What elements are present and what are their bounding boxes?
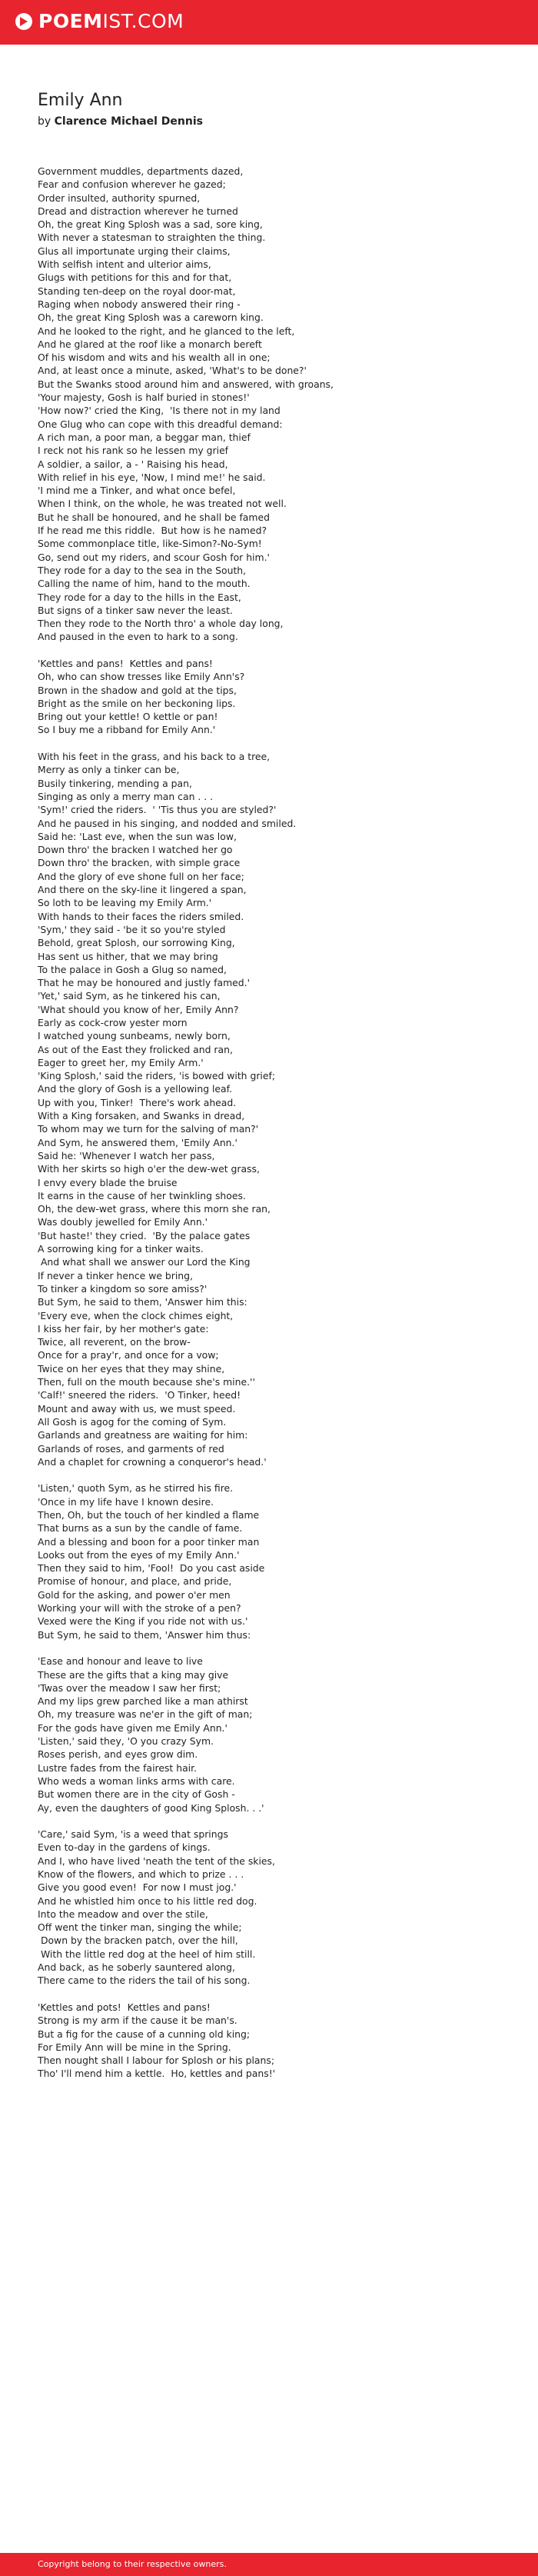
poem-line: Ay, even the daughters of good King Splosh. . .' [38, 1801, 264, 1814]
poem-line: To the palace in Gosh a Glug so named, [38, 963, 227, 975]
poem-line: Strong is my arm if the cause it be man's. [38, 2014, 237, 2027]
copyright-text: Copyright belong to their respective owners. [38, 2559, 227, 2569]
poem-line: 'Once in my life have I known desire. [38, 1495, 214, 1508]
poem-line: Down thro' the bracken, with simple grace [38, 857, 241, 869]
poem-line: As out of the East they frolicked and ran, [38, 1043, 233, 1055]
poem-line: Garlands of roses, and garments of red [38, 1442, 224, 1455]
poem-line: Some commonplace title, like-Simon?-No-Sym! [38, 538, 262, 550]
poem-line: That he may be honoured and justly famed.' [38, 977, 250, 989]
poem-line: 'What should you know of her, Emily Ann? [38, 1003, 239, 1015]
poem-line: Gold for the asking, and power o'er men [38, 1588, 231, 1601]
author-link[interactable]: Clarence Michael Dennis [54, 115, 203, 128]
poem-line: Then they rode to the North thro' a whole day long, [38, 618, 284, 630]
poem-line: Bring out your kettle! O kettle or pan! [38, 711, 218, 723]
poem-line: It earns in the cause of her twinkling shoes. [38, 1189, 246, 1201]
poem-line: There came to the riders the tail of his song. [38, 1974, 251, 1987]
poem-line: A soldier, a sailor, a - ' Raising his head, [38, 458, 228, 470]
poem-line: If never a tinker hence we bring, [38, 1269, 193, 1281]
poem-line: With her skirts so high o'er the dew-wet grass, [38, 1163, 260, 1175]
poem-line: Lustre fades from the fairest hair. [38, 1761, 197, 1774]
poem-line: And he paused in his singing, and nodded and smiled. [38, 817, 297, 829]
poem-line: Merry as only a tinker can be, [38, 764, 180, 776]
poem-line: But women there are in the city of Gosh - [38, 1788, 235, 1801]
poem-line: With selfish intent and ulterior aims, [38, 258, 211, 271]
byline [38, 115, 203, 128]
poem-line: 'I mind me a Tinker, and what once befel, [38, 485, 236, 497]
poem-line: Then they said to him, 'Fool! Do you cast aside [38, 1562, 265, 1575]
logo-icon [15, 13, 32, 30]
poem-line: 'King Splosh,' said the riders, 'is bowed with grief; [38, 1070, 276, 1082]
poem-line: Mount and away with us, we must speed. [38, 1402, 236, 1415]
poem-line: For Emily Ann will be mine in the Spring. [38, 2041, 231, 2053]
site-header [0, 0, 538, 45]
poem-line: Said he: 'Whenever I watch her pass, [38, 1149, 215, 1161]
stanza [38, 1655, 514, 1815]
poem-line: 'Every eve, when the clock chimes eight, [38, 1309, 234, 1321]
stanza [38, 1481, 514, 1641]
poem-line: Once for a pray'r, and once for a vow; [38, 1349, 219, 1361]
poem-line: Then nought shall I labour for Splosh or his plans; [38, 2054, 274, 2067]
poem-line: Glugs with petitions for this and for that, [38, 272, 232, 284]
poem-line: And a blessing and boon for a poor tinker man [38, 1535, 260, 1548]
poem-line: To tinker a kingdom so sore amiss?' [38, 1282, 208, 1295]
poem-line: One Glug who can cope with this dreadful demand: [38, 418, 283, 430]
poem-body [38, 165, 514, 2094]
poem-line: And he looked to the right, and he glanced to the left, [38, 325, 295, 337]
poem-line: Glus all importunate urging their claims, [38, 245, 231, 257]
poem-title: Emily Ann [38, 91, 123, 110]
poem-line: Behold, great Splosh, our sorrowing King, [38, 937, 235, 949]
logo-text: POEMIST.COM [38, 10, 184, 32]
stanza [38, 1828, 514, 1988]
poem-line: Twice, all reverent, on the brow- [38, 1336, 191, 1348]
poem-line: With never a statesman to straighten the thing. [38, 232, 266, 244]
poem-line: 'Twas over the meadow I saw her first; [38, 1681, 221, 1694]
poem-line: 'But haste!' they cried. 'By the palace gates [38, 1229, 251, 1241]
poem-line: 'How now?' cried the King, 'Is there not in my land [38, 405, 281, 417]
poem-line: 'Yet,' said Sym, as he tinkered his can, [38, 990, 221, 1002]
poem-line: Oh, my treasure was ne'er in the gift of man; [38, 1708, 253, 1721]
poem-line: 'Sym!' cried the riders. ' 'Tis thus you are styled?' [38, 804, 277, 816]
poem-line: Give you good even! For now I must jog.' [38, 1881, 237, 1894]
poem-line: Fear and confusion wherever he gazed; [38, 178, 226, 191]
poem-line: These are the gifts that a king may give [38, 1668, 229, 1681]
poem-line: But signs of a tinker saw never the least. [38, 604, 233, 616]
poem-line: Down thro' the bracken I watched her go [38, 844, 233, 856]
poem-line: And he glared at the roof like a monarch bereft [38, 338, 262, 350]
site-footer [0, 2553, 538, 2576]
poem-line: And back, as he soberly sauntered along, [38, 1961, 235, 1974]
poem-line: To whom may we turn for the salving of man?' [38, 1123, 259, 1135]
poem-line: 'Listen,' said they, 'O you crazy Sym. [38, 1735, 214, 1748]
poem-line: Working your will with the stroke of a pen? [38, 1602, 241, 1615]
poem-line: Tho' I'll mend him a kettle. Ho, kettles and pans!' [38, 2068, 276, 2080]
poem-line: Up with you, Tinker! There's work ahead. [38, 1096, 237, 1108]
poem-line: I watched young sunbeams, newly born, [38, 1030, 231, 1042]
poem-line: But a fig for the cause of a cunning old king; [38, 2028, 251, 2040]
poem-line: Promise of honour, and place, and pride, [38, 1575, 232, 1588]
poem-line: And what shall we answer our Lord the King [38, 1256, 251, 1268]
poem-line: And the glory of Gosh is a yellowing leaf. [38, 1083, 233, 1095]
poem-line: And Sym, he answered them, 'Emily Ann.' [38, 1136, 237, 1148]
poem-line: So loth to be leaving my Emily Arm.' [38, 897, 212, 909]
poem-line: Oh, the great King Splosh was a careworn king. [38, 312, 264, 324]
poem-line: Then, Oh, but the touch of her kindled a flame [38, 1508, 260, 1521]
poem-line: Singing as only a merry man can . . . [38, 790, 214, 802]
poem-line: Oh, who can show tresses like Emily Ann's? [38, 671, 245, 683]
poem-line: Raging when nobody answered their ring - [38, 298, 241, 310]
poem-line: When I think, on the whole, he was treated not well. [38, 498, 287, 510]
poem-line: Oh, the dew-wet grass, where this morn she ran, [38, 1203, 271, 1215]
poem-line: And there on the sky-line it lingered a span, [38, 884, 247, 896]
poem-line: If he read me this riddle. But how is he named? [38, 525, 267, 537]
poem-line: And he whistled him once to his little red dog. [38, 1895, 257, 1907]
poem-line: And, at least once a minute, asked, 'What's to be done?' [38, 365, 307, 377]
poem-line: I reck not his rank so he lessen my grief [38, 445, 229, 457]
poem-line: 'Kettles and pans! Kettles and pans! [38, 657, 213, 669]
poem-line: All Gosh is agog for the coming of Sym. [38, 1415, 227, 1428]
poem-line: Order insulted, authority spurned, [38, 192, 201, 204]
poem-line: 'Kettles and pots! Kettles and pans! [38, 2001, 211, 2013]
poem-line: With the little red dog at the heel of him still. [38, 1948, 256, 1960]
poem-line: That burns as a sun by the candle of fame. [38, 1522, 243, 1535]
poem-line: Busily tinkering, mending a pan, [38, 777, 192, 789]
poem-line: But the Swanks stood around him and answered, with groans, [38, 378, 334, 390]
poem-line: Then, full on the mouth because she's mine.'' [38, 1376, 255, 1388]
poem-line: Brown in the shadow and gold at the tips, [38, 684, 237, 696]
poem-line: Standing ten-deep on the royal door-mat, [38, 285, 236, 297]
stanza [38, 165, 514, 644]
poem-line: Off went the tinker man, singing the while; [38, 1921, 242, 1934]
byline-prefix: by [38, 115, 51, 128]
poem-line: Oh, the great King Splosh was a sad, sore king, [38, 218, 263, 231]
stanza [38, 750, 514, 1468]
poem-line: 'Listen,' quoth Sym, as he stirred his fire. [38, 1482, 234, 1495]
poem-line: Into the meadow and over the stile, [38, 1908, 208, 1920]
poem-line: And the glory of eve shone full on her face; [38, 870, 244, 882]
poem-line: Vexed were the King if you ride not with us.' [38, 1615, 248, 1628]
poem-line: And a chaplet for crowning a conqueror's head.' [38, 1455, 267, 1468]
poem-line: Roses perish, and eyes grow dim. [38, 1748, 198, 1761]
poem-line: Dread and distraction wherever he turned [38, 205, 238, 217]
poem-line: Has sent us hither, that we may bring [38, 950, 218, 962]
poem-line: A rich man, a poor man, a beggar man, thief [38, 431, 251, 443]
poem-line: And I, who have lived 'neath the tent of the skies, [38, 1855, 275, 1867]
poem-line: 'Care,' said Sym, 'is a weed that springs [38, 1828, 228, 1841]
poem-line: With a King forsaken, and Swanks in dread, [38, 1110, 245, 1122]
poem-line: But Sym, he said to them, 'Answer him thus: [38, 1628, 251, 1641]
poem-line: Of his wisdom and wits and his wealth all in one; [38, 352, 271, 364]
poem-line: Eager to greet her, my Emily Arm.' [38, 1056, 204, 1068]
poem-line: But Sym, he said to them, 'Answer him this: [38, 1296, 247, 1308]
poem-line: Early as cock-crow yester morn [38, 1017, 188, 1028]
poem-line: Who weds a woman links arms with care. [38, 1775, 235, 1787]
stanza [38, 2001, 514, 2081]
poem-line: Government muddles, departments dazed, [38, 165, 244, 177]
poem-line: Bright as the smile on her beckoning lips. [38, 697, 236, 709]
poem-line: I kiss her fair, by her mother's gate: [38, 1322, 209, 1335]
site-logo[interactable] [15, 11, 184, 32]
poem-line: A sorrowing king for a tinker waits. [38, 1243, 204, 1255]
stanza [38, 657, 514, 737]
poem-line: With hands to their faces the riders smiled. [38, 910, 244, 922]
poem-line: And paused in the even to hark to a song. [38, 631, 238, 643]
poem-line: With relief in his eye, 'Now, I mind me!' he said. [38, 471, 266, 483]
poem-line: Even to-day in the gardens of kings. [38, 1841, 211, 1854]
poem-line: With his feet in the grass, and his back to a tree, [38, 751, 271, 763]
poem-line: They rode for a day to the hills in the East, [38, 591, 241, 603]
poem-line: Calling the name of him, hand to the mouth. [38, 578, 251, 590]
poem-line: But he shall be honoured, and he shall be famed [38, 511, 270, 523]
poem-line: 'Your majesty, Gosh is half buried in stones!' [38, 392, 250, 404]
poem-line: And my lips grew parched like a man athirst [38, 1695, 248, 1708]
poem-line: Was doubly jewelled for Emily Ann.' [38, 1216, 208, 1228]
poem-line: So I buy me a ribband for Emily Ann.' [38, 724, 216, 736]
poem-line: For the gods have given me Emily Ann.' [38, 1721, 227, 1734]
poem-line: Know of the flowers, and which to prize . . . [38, 1868, 244, 1880]
poem-line: Down by the bracken patch, over the hill, [38, 1934, 238, 1947]
poem-line: 'Calf!' sneered the riders. 'O Tinker, heed! [38, 1389, 241, 1401]
poem-line: Garlands and greatness are waiting for him: [38, 1429, 248, 1441]
poem-line: Twice on her eyes that they may shine, [38, 1362, 225, 1375]
poem-line: I envy every blade the bruise [38, 1176, 178, 1188]
poem-line: 'Ease and honour and leave to live [38, 1655, 203, 1668]
poem-line: Looks out from the eyes of my Emily Ann.' [38, 1548, 240, 1561]
poem-line: Said he: 'Last eve, when the sun was low, [38, 830, 237, 842]
poem-line: 'Sym,' they said - 'be it so you're styled [38, 923, 226, 935]
poem-line: They rode for a day to the sea in the South, [38, 564, 247, 576]
poem-line: Go, send out my riders, and scour Gosh for him.' [38, 551, 270, 563]
